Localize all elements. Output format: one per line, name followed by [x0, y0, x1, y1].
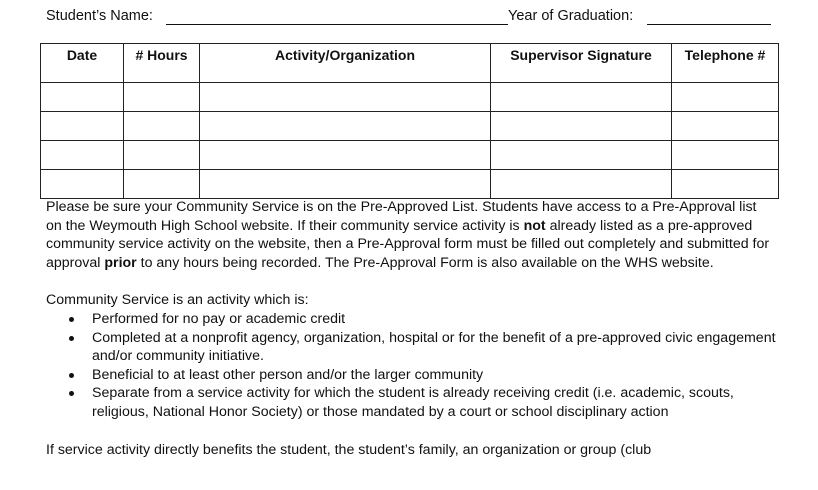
student-name-field[interactable] — [166, 24, 508, 25]
table-row — [41, 112, 779, 141]
hours-cell[interactable] — [124, 141, 200, 170]
signature-cell[interactable] — [491, 83, 672, 112]
column-header-activity: Activity/Organization — [200, 44, 491, 83]
definition-list — [46, 310, 776, 422]
pre-approval-notice: Please be sure your Community Service is on the Pre-Approved List. Students have access to a Pre-Approval list on the Weymouth High School website. If their community service activity is not already listed as a pre-approved community service activity on the website, then a Pre-Approval form must be filled out completely and submitted for approval prior to any hours being recorded. The Pre-Approval Form is also available on the WHS website. — [46, 199, 770, 271]
instructions-body — [46, 198, 776, 459]
telephone-cell[interactable] — [672, 83, 779, 112]
telephone-cell[interactable] — [672, 170, 779, 199]
table-header-row — [41, 44, 779, 83]
hours-cell[interactable] — [124, 170, 200, 199]
hours-cell[interactable] — [124, 83, 200, 112]
table-row — [41, 170, 779, 199]
list-item: Separate from a service activity for which the student is already receiving credit (i.e. academic, scouts, religious, National Honor Society) or those mandated by a court or school disciplinary action — [92, 384, 776, 421]
list-item: Beneficial to at least other person and/or the larger community — [92, 366, 776, 385]
date-cell[interactable] — [41, 83, 124, 112]
footer-partial-text: If service activity directly benefits the student, the student’s family, an organization or group (club — [46, 441, 652, 458]
activity-cell[interactable] — [200, 141, 491, 170]
list-item: Completed at a nonprofit agency, organization, hospital or for the benefit of a pre-approved civic engagement and/or community initiative. — [92, 329, 776, 365]
student-name-label: Student’s Name: — [46, 8, 153, 24]
signature-cell[interactable] — [491, 141, 672, 170]
table-row — [41, 83, 779, 112]
service-log-table — [40, 43, 779, 199]
column-header-signature: Supervisor Signature — [491, 44, 672, 83]
activity-cell[interactable] — [200, 112, 491, 141]
signature-cell[interactable] — [491, 112, 672, 141]
hours-cell[interactable] — [124, 112, 200, 141]
graduation-year-field[interactable] — [647, 24, 771, 25]
column-header-date: Date — [41, 44, 124, 83]
table-row — [41, 141, 779, 170]
graduation-year-label: Year of Graduation: — [508, 8, 634, 24]
date-cell[interactable] — [41, 170, 124, 199]
list-item: Performed for no pay or academic credit — [92, 310, 776, 329]
date-cell[interactable] — [41, 141, 124, 170]
activity-cell[interactable] — [200, 83, 491, 112]
telephone-cell[interactable] — [672, 141, 779, 170]
column-header-hours: # Hours — [124, 44, 200, 83]
activity-cell[interactable] — [200, 170, 491, 199]
column-header-telephone: Telephone # — [672, 44, 779, 83]
date-cell[interactable] — [41, 112, 124, 141]
signature-cell[interactable] — [491, 170, 672, 199]
student-info-line — [46, 8, 771, 28]
telephone-cell[interactable] — [672, 112, 779, 141]
definition-intro: Community Service is an activity which is: — [46, 292, 309, 309]
